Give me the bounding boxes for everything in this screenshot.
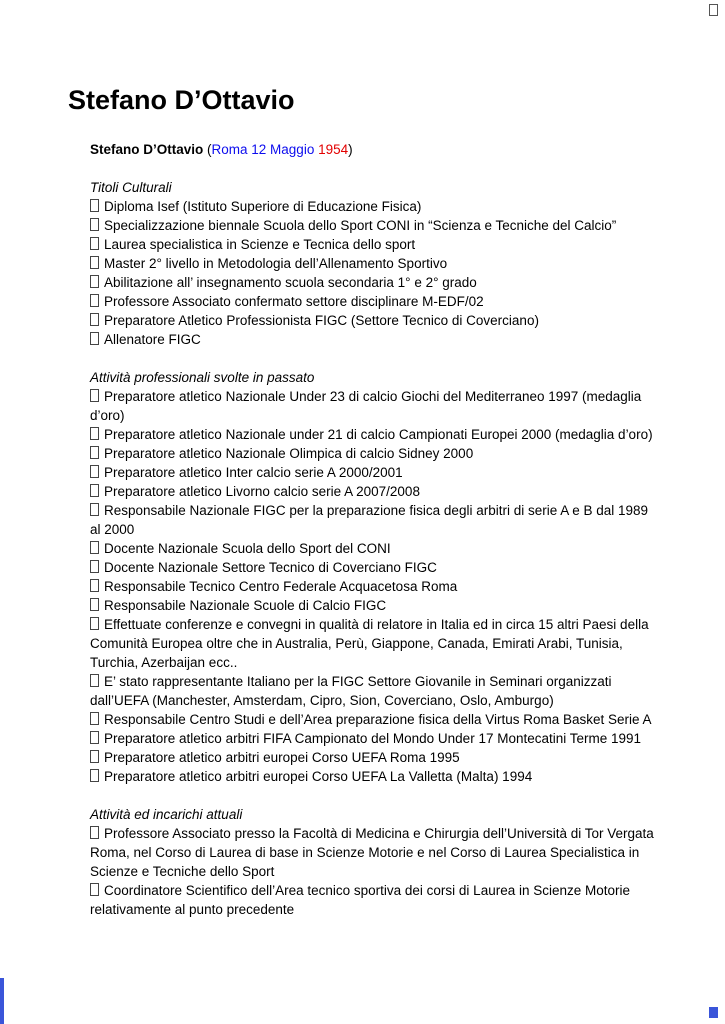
list-item <box>90 558 662 577</box>
missing-glyph-bullet-icon <box>90 484 99 497</box>
section-attivita-passato <box>90 368 662 786</box>
list-item <box>90 425 662 444</box>
missing-glyph-bullet-icon <box>90 313 99 326</box>
missing-glyph-bullet-icon <box>90 617 99 630</box>
list-item <box>90 292 662 311</box>
missing-glyph-bullet-icon <box>90 446 99 459</box>
item-text: Master 2° livello in Metodologia dell’Allenamento Sportivo <box>104 255 448 271</box>
item-text: Preparatore atletico arbitri FIFA Campionato del Mondo Under 17 Montecatini Terme 1991 <box>104 730 642 746</box>
missing-glyph-bullet-icon <box>90 294 99 307</box>
blue-bar-bottom-left-icon <box>0 978 4 1024</box>
missing-glyph-bullet-icon <box>90 465 99 478</box>
missing-glyph-bullet-icon <box>90 674 99 687</box>
item-text: al 2000 <box>90 521 135 537</box>
missing-glyph-box-top-right-icon <box>709 4 718 16</box>
item-text: Coordinatore Scientifico dell’Area tecnico sportiva dei corsi di Laurea in Scienze Motorie <box>104 882 631 898</box>
item-text: Professore Associato confermato settore disciplinare M-EDF/02 <box>104 293 484 309</box>
sections-container <box>90 178 662 919</box>
missing-glyph-bullet-icon <box>90 256 99 269</box>
section-titoli-culturali <box>90 178 662 349</box>
blue-square-bottom-right-icon <box>709 1007 718 1018</box>
subtitle-paren-close: ) <box>348 141 353 157</box>
missing-glyph-bullet-icon <box>90 541 99 554</box>
list-item <box>90 900 662 919</box>
missing-glyph-bullet-icon <box>90 237 99 250</box>
item-text: Professore Associato presso la Facoltà di Medicina e Chirurgia dell’Università di Tor Vergata Roma, nel Corso di Laurea di base in Scienze Motorie e nel Corso di Laurea Specialistica in Scienze e Tecniche dello Sport <box>90 825 654 879</box>
list-item <box>90 729 662 748</box>
list-item <box>90 501 662 520</box>
missing-glyph-bullet-icon <box>90 731 99 744</box>
list-item <box>90 881 662 900</box>
list-item <box>90 482 662 501</box>
missing-glyph-bullet-icon <box>90 199 99 212</box>
list-item <box>90 254 662 273</box>
item-text: Responsabile Centro Studi e dell’Area preparazione fisica della Virtus Roma Basket Serie A <box>104 711 652 727</box>
missing-glyph-bullet-icon <box>90 883 99 896</box>
missing-glyph-bullet-icon <box>90 503 99 516</box>
item-text: Allenatore FIGC <box>104 331 201 347</box>
section-attivita-attuali <box>90 805 662 919</box>
item-text: Preparatore atletico Nazionale Olimpica di calcio Sidney 2000 <box>104 445 474 461</box>
item-text: E’ stato rappresentante Italiano per la FIGC Settore Giovanile in Seminari organizzati dall’UEFA (Manchester, Amsterdam, Cipro, Sion, Coverciano, Oslo, Amburgo) <box>90 673 612 708</box>
item-text: Docente Nazionale Settore Tecnico di Coverciano FIGC <box>104 559 437 575</box>
item-text: Preparatore atletico arbitri europei Corso UEFA Roma 1995 <box>104 749 460 765</box>
missing-glyph-bullet-icon <box>90 427 99 440</box>
item-text: Responsabile Nazionale FIGC per la preparazione fisica degli arbitri di serie A e B dal 1989 <box>104 502 649 518</box>
list-item <box>90 520 662 539</box>
item-text: Specializzazione biennale Scuola dello Sport CONI in “Scienza e Tecniche del Calcio” <box>104 217 617 233</box>
item-text: Diploma Isef (Istituto Superiore di Educazione Fisica) <box>104 198 422 214</box>
item-text: Preparatore atletico Nazionale Under 23 di calcio Giochi del Mediterraneo 1997 (medaglia d’oro) <box>90 388 642 423</box>
list-item <box>90 311 662 330</box>
list-item <box>90 596 662 615</box>
item-text: Preparatore atletico Nazionale under 21 di calcio Campionati Europei 2000 (medaglia d’oro) <box>104 426 653 442</box>
item-text: relativamente al punto precedente <box>90 901 295 917</box>
item-text: Preparatore atletico Inter calcio serie A 2000/2001 <box>104 464 403 480</box>
missing-glyph-bullet-icon <box>90 332 99 345</box>
subtitle-line <box>90 140 662 159</box>
list-item <box>90 824 662 881</box>
list-item <box>90 197 662 216</box>
missing-glyph-bullet-icon <box>90 750 99 763</box>
subtitle-paren-open: ( <box>203 141 212 157</box>
list-item <box>90 387 662 425</box>
list-item <box>90 577 662 596</box>
missing-glyph-bullet-icon <box>90 218 99 231</box>
birth-place-date-link[interactable]: Roma 12 Maggio <box>211 141 319 157</box>
item-text: Abilitazione all’ insegnamento scuola secondaria 1° e 2° grado <box>104 274 477 290</box>
list-item <box>90 463 662 482</box>
list-item <box>90 235 662 254</box>
list-item <box>90 672 662 710</box>
list-item <box>90 216 662 235</box>
item-text: Preparatore Atletico Professionista FIGC (Settore Tecnico di Coverciano) <box>104 312 539 328</box>
section-heading: Titoli Culturali <box>90 179 172 195</box>
section-heading: Attività professionali svolte in passato <box>90 369 315 385</box>
missing-glyph-bullet-icon <box>90 712 99 725</box>
item-text: Preparatore atletico arbitri europei Corso UEFA La Valletta (Malta) 1994 <box>104 768 533 784</box>
list-item <box>90 539 662 558</box>
missing-glyph-bullet-icon <box>90 598 99 611</box>
list-item <box>90 615 662 672</box>
birth-year: 1954 <box>318 141 349 157</box>
list-item <box>90 767 662 786</box>
item-text: Docente Nazionale Scuola dello Sport del CONI <box>104 540 391 556</box>
missing-glyph-bullet-icon <box>90 769 99 782</box>
list-item <box>90 444 662 463</box>
list-item <box>90 710 662 729</box>
page-title: Stefano D’Ottavio <box>68 85 295 115</box>
missing-glyph-bullet-icon <box>90 275 99 288</box>
item-text: Preparatore atletico Livorno calcio serie A 2007/2008 <box>104 483 420 499</box>
item-text: Responsabile Tecnico Centro Federale Acquacetosa Roma <box>104 578 458 594</box>
person-name: Stefano D’Ottavio <box>90 141 204 157</box>
section-heading: Attività ed incarichi attuali <box>90 806 243 822</box>
missing-glyph-bullet-icon <box>90 579 99 592</box>
item-text: Effettuate conferenze e convegni in qualità di relatore in Italia ed in circa 15 altri Paesi della Comunità Europea oltre che in Australia, Perù, Giappone, Canada, Emirati Arabi, Tunisia, Turchia, Azerbaijan ecc.. <box>90 616 649 670</box>
list-item <box>90 330 662 349</box>
list-item <box>90 748 662 767</box>
list-item <box>90 273 662 292</box>
missing-glyph-bullet-icon <box>90 560 99 573</box>
missing-glyph-bullet-icon <box>90 389 99 402</box>
item-text: Responsabile Nazionale Scuole di Calcio FIGC <box>104 597 387 613</box>
document-body <box>90 140 662 919</box>
missing-glyph-bullet-icon <box>90 826 99 839</box>
item-text: Laurea specialistica in Scienze e Tecnica dello sport <box>104 236 416 252</box>
